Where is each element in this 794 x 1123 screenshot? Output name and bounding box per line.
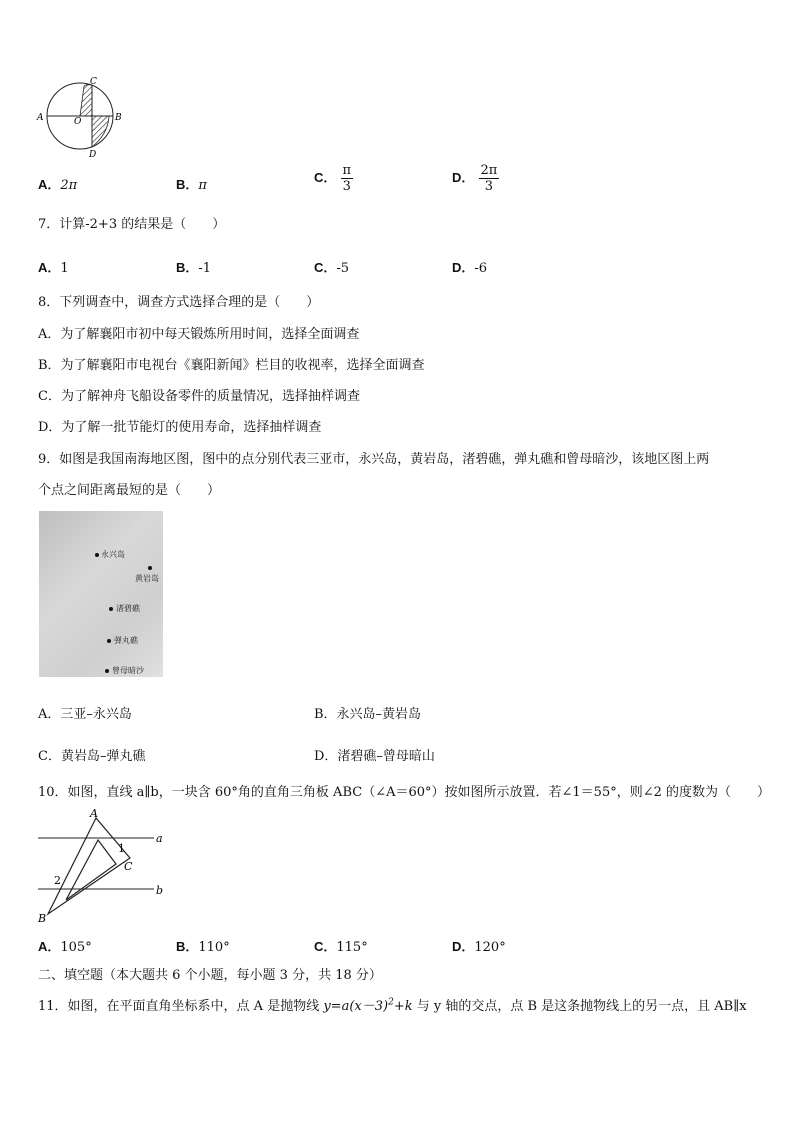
- q6-option-d-fraction: $\frac{2\pi}{3}$: [480, 163, 498, 194]
- q6-option-a[interactable]: A．2π: [38, 177, 78, 193]
- q6-option-b[interactable]: B．π: [176, 177, 207, 193]
- q10-option-b[interactable]: B．110°: [176, 939, 230, 955]
- q9-option-a[interactable]: A．三亚–永兴岛: [38, 707, 132, 722]
- q6-circle-figure: [34, 76, 130, 160]
- map-label-zengmu: 曾母暗沙: [112, 666, 144, 675]
- q8-option-b[interactable]: B．为了解襄阳市电视台《襄阳新闻》栏目的收视率，选择全面调查: [38, 358, 425, 373]
- q6-shaded-upper: [80, 85, 92, 116]
- south-china-sea-map: [39, 511, 163, 677]
- q9-option-c[interactable]: C．黄岩岛–弹丸礁: [38, 749, 146, 764]
- map-dot-huangyan: [148, 566, 152, 570]
- q10-label-b-vertex: B: [38, 912, 47, 925]
- q6-option-c[interactable]: C． $\frac{\pi}{3}$: [314, 163, 352, 194]
- q6-label-c: C: [90, 77, 97, 87]
- q6-label-d: D: [89, 150, 97, 160]
- q10-label-line-b: b: [156, 884, 164, 897]
- q7-option-c[interactable]: C．-5: [314, 260, 350, 276]
- q6-option-d[interactable]: D． $\frac{2\pi}{3}$: [452, 163, 498, 194]
- map-label-danwan: 弹丸礁: [114, 636, 138, 645]
- q8-stem: 8．下列调查中，调查方式选择合理的是（ ）: [38, 295, 320, 310]
- map-dot-zengmu: [105, 669, 109, 673]
- q10-option-a[interactable]: A．105°: [38, 939, 92, 955]
- q11-formula: $y=a(x-3)^2+k$: [323, 997, 413, 1014]
- q7-option-a[interactable]: A．1: [38, 260, 69, 276]
- q10-label-angle1: 1: [118, 842, 125, 855]
- q10-triangle-inner: [66, 840, 116, 900]
- q6-option-c-fraction: $\frac{\pi}{3}$: [342, 163, 352, 194]
- q6-label-b: B: [115, 113, 122, 123]
- q10-triangle-figure: [34, 806, 170, 926]
- q6-label-a: A: [37, 113, 44, 123]
- q10-label-c-vertex: C: [124, 860, 133, 873]
- q7-stem: 7．计算-2+3 的结果是（ ）: [38, 217, 226, 232]
- q7-option-b[interactable]: B．-1: [176, 260, 212, 276]
- q9-stem-line1: 9．如图是我国南海地区图，图中的点分别代表三亚市，永兴岛，黄岩岛，渚碧礁，弹丸礁和曾母暗沙，该地区图上两: [38, 452, 710, 467]
- map-label-zhubi: 渚碧礁: [116, 604, 140, 613]
- q9-option-d[interactable]: D．渚碧礁–曾母暗山: [314, 749, 435, 764]
- map-dot-yongxing: [95, 553, 99, 557]
- q8-option-a[interactable]: A．为了解襄阳市初中每天锻炼所用时间，选择全面调查: [38, 327, 360, 342]
- map-dot-zhubi: [109, 607, 113, 611]
- map-dot-danwan: [107, 639, 111, 643]
- map-label-huangyan: 黄岩岛: [135, 574, 159, 583]
- q10-option-d[interactable]: D．120°: [452, 939, 506, 955]
- q10-label-a-vertex: A: [90, 807, 98, 820]
- q10-triangle-outer: [48, 818, 130, 914]
- q10-label-line-a: a: [156, 832, 163, 845]
- q10-stem: 10．如图，直线 a∥b，一块含 60°角的直角三角板 ABC（∠A＝60°）按如图所示放置．若∠1＝55°，则∠2 的度数为（ ）: [38, 785, 771, 800]
- q9-stem-line2: 个点之间距离最短的是（ ）: [38, 483, 221, 498]
- q8-option-c[interactable]: C．为了解神舟飞船设备零件的质量情况，选择抽样调查: [38, 389, 360, 404]
- q6-label-o: O: [74, 117, 82, 127]
- q8-option-d[interactable]: D．为了解一批节能灯的使用寿命，选择抽样调查: [38, 420, 322, 435]
- q9-option-b[interactable]: B．永兴岛–黄岩岛: [314, 707, 422, 722]
- section-fill-in-heading: 二、填空题（本大题共 6 个小题，每小题 3 分，共 18 分）: [38, 968, 382, 983]
- q11-stem: 11．如图，在平面直角坐标系中，点 A 是抛物线 $y=a(x-3)^2+k$ 与 y 轴的交点，点 B 是这条抛物线上的另一点，且 AB∥x: [38, 997, 747, 1014]
- q7-option-d[interactable]: D．-6: [452, 260, 488, 276]
- q10-option-c[interactable]: C．115°: [314, 939, 368, 955]
- q10-label-angle2: 2: [54, 874, 61, 887]
- map-label-yongxing: 永兴岛: [101, 550, 125, 559]
